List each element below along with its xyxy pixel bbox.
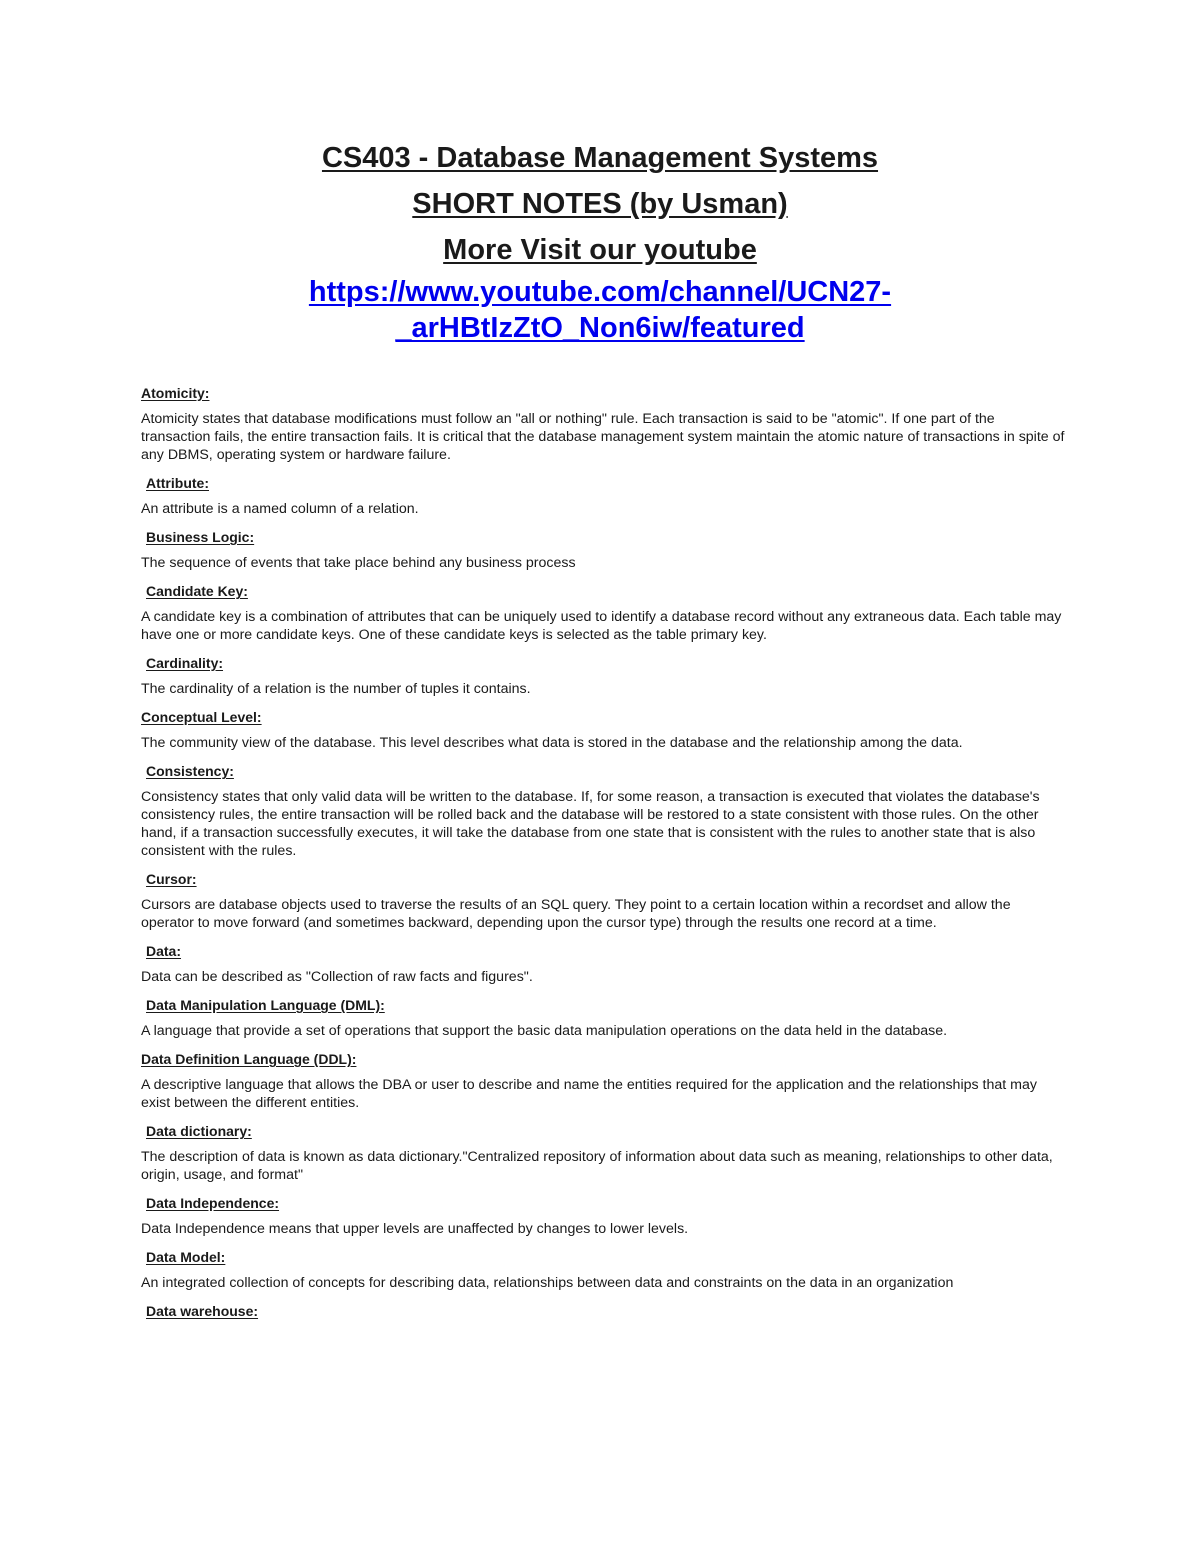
definition-consistency: Consistency states that only valid data will be written to the database. If, for some reason, a transaction is executed that violates the database's consistency rules, the entire transaction will be rolled back and the database will be restored to a state consistent with those rules. On the other hand, if a transaction successfully executes, it will take the database from one state that is consistent with the rules to another state that is also consistent with the rules. (141, 789, 1040, 859)
visit-youtube-line: More Visit our youtube (443, 234, 757, 266)
term-consistency: Consistency: (146, 763, 234, 779)
term-cardinality: Cardinality: (146, 655, 224, 671)
definition-data-independence: Data Independence means that upper levels are unaffected by changes to lower levels. (141, 1221, 689, 1237)
definition-dml: A language that provide a set of operations that support the basic data manipulation operations on the data held in the database. (141, 1023, 948, 1039)
term-conceptual-level: Conceptual Level: (141, 709, 262, 725)
term-atomicity: Atomicity: (141, 385, 210, 401)
definition-cardinality: The cardinality of a relation is the number of tuples it contains. (141, 681, 531, 697)
term-ddl: Data Definition Language (DDL): (141, 1051, 357, 1067)
term-cursor: Cursor: (146, 871, 197, 887)
term-data-model: Data Model: (146, 1249, 226, 1265)
term-data: Data: (146, 943, 182, 959)
youtube-link[interactable] (0, 274, 1200, 346)
term-data-warehouse: Data warehouse: (146, 1303, 259, 1319)
definition-ddl: A descriptive language that allows the DBA or user to describe and name the entities required for the application and the relationships that may exist between the different entities. (141, 1077, 1037, 1111)
definition-data-dictionary: The description of data is known as data dictionary."Centralized repository of information about data such as meaning, relationships to other data, origin, usage, and format" (141, 1149, 1053, 1183)
term-business-logic: Business Logic: (146, 529, 255, 545)
term-data-independence: Data Independence: (146, 1195, 280, 1211)
glossary-content (141, 384, 1066, 1328)
document-header (0, 140, 1200, 346)
page-title: CS403 - Database Management Systems (321, 142, 879, 174)
definition-attribute: An attribute is a named column of a relation. (141, 501, 419, 517)
page-subtitle: SHORT NOTES (by Usman) (412, 188, 788, 220)
term-attribute: Attribute: (146, 475, 209, 491)
definition-conceptual-level: The community view of the database. This level describes what data is stored in the database and the relationship among the data. (141, 735, 963, 751)
definition-cursor: Cursors are database objects used to traverse the results of an SQL query. They point to a certain location within a recordset and allow the operator to move forward (and sometimes backward, depending upon the cursor type) through the results one record at a time. (141, 897, 1011, 931)
term-data-dictionary: Data dictionary: (146, 1123, 252, 1139)
definition-data-model: An integrated collection of concepts for describing data, relationships between data and constraints on the data in an organization (141, 1275, 954, 1291)
definition-atomicity: Atomicity states that database modifications must follow an "all or nothing" rule. Each transaction is said to be "atomic". If one part of the transaction fails, the entire transaction fails. It is critical that the database management system maintain the atomic nature of transactions in spite of any DBMS, operating system or hardware failure. (141, 411, 1065, 463)
term-candidate-key: Candidate Key: (146, 583, 248, 599)
definition-data: Data can be described as "Collection of raw facts and figures". (141, 969, 533, 985)
definition-candidate-key: A candidate key is a combination of attributes that can be uniquely used to identify a database record without any extraneous data. Each table may have one or more candidate keys. One of these candidate keys is selected as the table primary key. (141, 609, 1062, 643)
term-dml: Data Manipulation Language (DML): (146, 997, 385, 1013)
youtube-link-line-1[interactable]: https://www.youtube.com/channel/UCN27- (308, 276, 892, 308)
definition-business-logic: The sequence of events that take place behind any business process (141, 555, 576, 571)
youtube-link-line-2[interactable]: _arHBtIzZtO_Non6iw/featured (395, 312, 805, 344)
